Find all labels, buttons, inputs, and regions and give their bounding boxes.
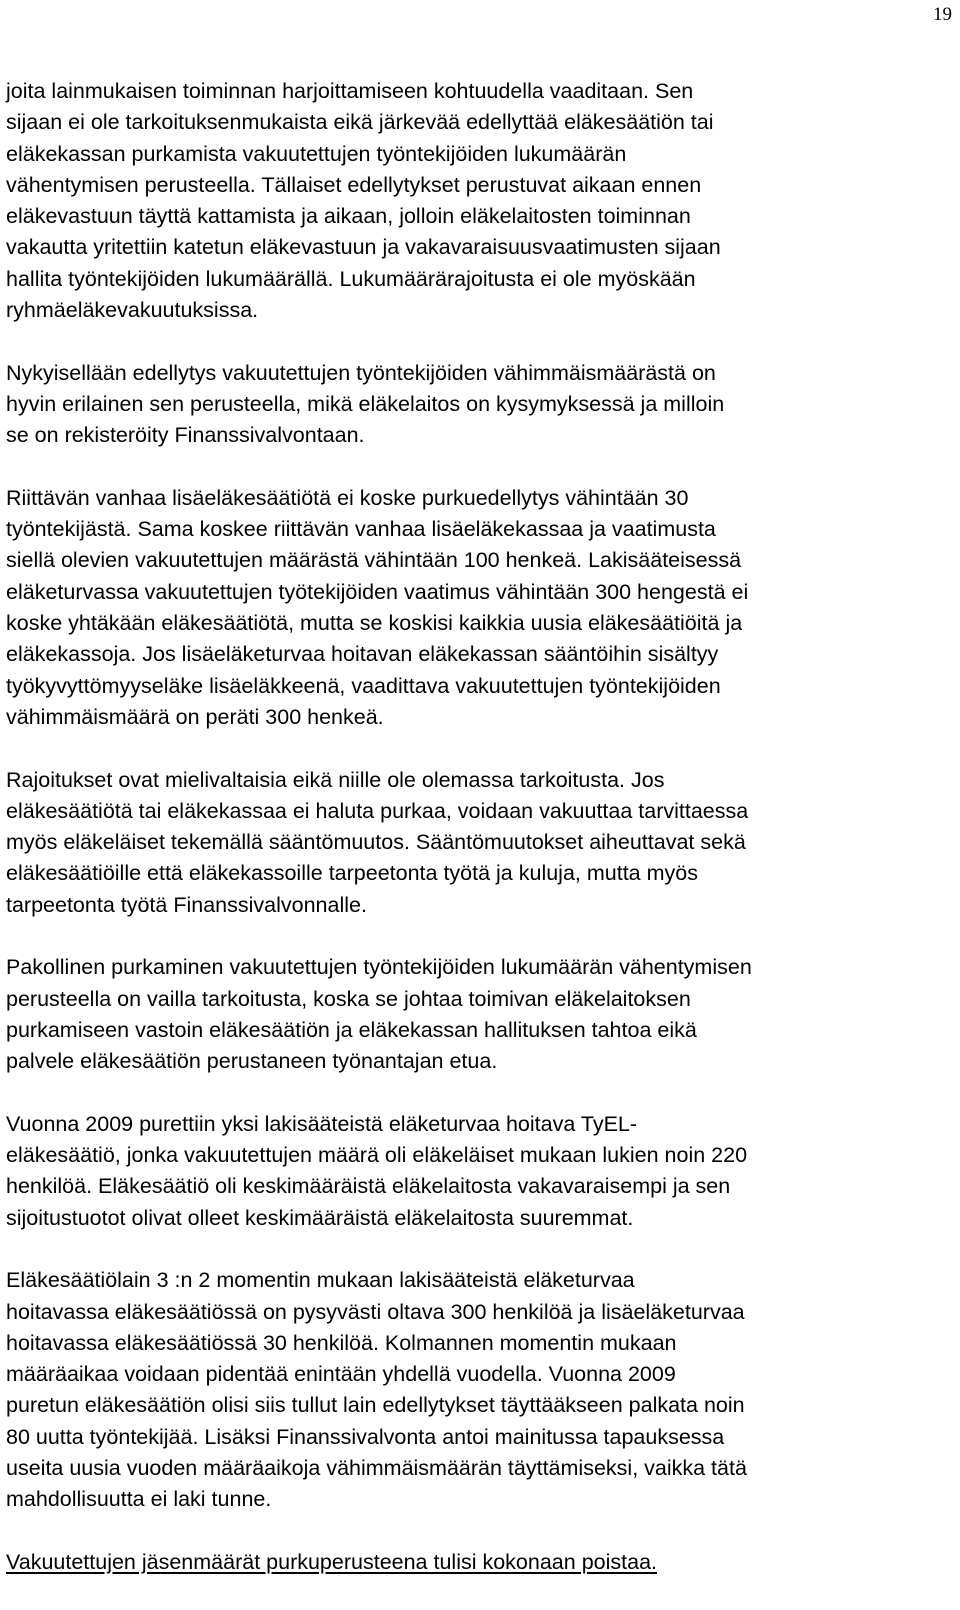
text-line: joita lainmukaisen toiminnan harjoittamiseen kohtuudella vaaditaan. Sen [6,79,694,103]
text-line: puretun eläkesäätiön olisi siis tullut lain edellytykset täyttääkseen palkata noin [6,1393,745,1418]
text-line: Rajoitukset ovat mielivaltaisia eikä niille ole olemassa tarkoitusta. Jos [6,767,665,792]
text-line: Riittävän vanhaa lisäeläkesäätiötä ei koske purkuedellytys vähintään 30 [6,485,689,510]
page-number: 19 [933,4,952,25]
text-line: Nykyisellään edellytys vakuutettujen työntekijöiden vähimmäismäärästä on [6,360,716,385]
text-line: hallita työntekijöiden lukumäärällä. Lukumäärärajoitusta ei ole myöskään [6,266,696,291]
text-line: Pakollinen purkaminen vakuutettujen työntekijöiden lukumäärän vähentymisen [6,955,752,980]
text-line: purkamiseen vastoin eläkesäätiön ja eläkekassan hallituksen tahtoa eikä [6,1017,697,1042]
text-line: hoitavassa eläkesäätiössä on pysyvästi oltava 300 henkilöä ja lisäeläketurvaa [6,1299,745,1324]
text-line: eläkekassoja. Jos lisäeläketurvaa hoitavan eläkekassan sääntöihin sisältyy [6,642,719,667]
text-line: sijaan ei ole tarkoituksenmukaista eikä järkevää edellyttää eläkesäätiön tai [6,110,714,135]
section-heading: Vakuutettujen jäsenmäärät purkuperusteena tulisi kokonaan poistaa. [6,1549,657,1574]
paragraph-6 [6,1109,952,1234]
text-line: eläkesäätiötä tai eläkekassaa ei haluta purkaa, voidaan vakuuttaa tarvittaessa [6,798,749,823]
text-line: eläkekassan purkamista vakuutettujen työntekijöiden lukumäärän [6,141,627,166]
document-body [6,76,952,1610]
text-line: eläkevastuun täyttä kattamista ja aikaan, jolloin eläkelaitosten toiminnan [6,204,691,229]
text-line: vakautta yritettiin katetun eläkevastuun ja vakavaraisuusvaatimusten sijaan [6,235,721,260]
text-line: vähimmäismäärä on peräti 300 henkeä. [6,704,384,729]
paragraph-4 [6,765,952,921]
text-line: eläketurvassa vakuutettujen työtekijöiden vaatimus vähintään 300 hengestä ei [6,579,749,604]
text-line: hoitavassa eläkesäätiössä 30 henkilöä. Kolmannen momentin mukaan [6,1330,677,1355]
text-line: mahdollisuutta ei laki tunne. [6,1487,272,1512]
text-line: Eläkesäätiölain 3 :n 2 momentin mukaan lakisääteistä eläketurvaa [6,1268,635,1293]
text-line: siellä olevien vakuutettujen määrästä vähintään 100 henkeä. Lakisääteisessä [6,548,742,573]
paragraph-7 [6,1265,952,1515]
paragraph-2 [6,358,952,452]
text-line: perusteella on vailla tarkoitusta, koska se johtaa toimivan eläkelaitoksen [6,986,691,1011]
paragraph-3 [6,483,952,733]
section-heading-block [6,1547,952,1578]
text-line: ryhmäeläkevakuutuksissa. [6,298,259,323]
text-line: eläkesäätiö, jonka vakuutettujen määrä oli eläkeläiset mukaan lukien noin 220 [6,1143,748,1168]
text-line: koske yhtäkään eläkesäätiötä, mutta se koskisi kaikkia uusia eläkesäätiöitä ja [6,611,743,636]
text-line: tarpeetonta työtä Finanssivalvonnalle. [6,892,367,917]
text-line: vähentymisen perusteella. Tällaiset edellytykset perustuvat aikaan ennen [6,172,702,197]
text-line: se on rekisteröity Finanssivalvontaan. [6,423,365,448]
text-line: hyvin erilainen sen perusteella, mikä eläkelaitos on kysymyksessä ja milloin [6,391,725,416]
text-line: eläkesäätiöille että eläkekassoille tarpeetonta työtä ja kuluja, mutta myös [6,861,698,886]
text-line: määräaikaa voidaan pidentää enintään yhdellä vuodella. Vuonna 2009 [6,1362,676,1387]
text-line: sijoitustuotot olivat olleet keskimääräistä eläkelaitosta suuremmat. [6,1205,634,1230]
text-line: 80 uutta työntekijää. Lisäksi Finanssivalvonta antoi mainitussa tapauksessa [6,1424,725,1449]
paragraph-5 [6,952,952,1077]
text-line: työntekijästä. Sama koskee riittävän vanhaa lisäeläkekassaa ja vaatimusta [6,517,716,542]
paragraph-1 [6,76,952,326]
text-line: työkyvyttömyyseläke lisäeläkkeenä, vaadittava vakuutettujen työntekijöiden [6,673,721,698]
text-line: myös eläkeläiset tekemällä sääntömuutos. Sääntömuutokset aiheuttavat sekä [6,830,746,855]
text-line: useita uusia vuoden määräaikoja vähimmäismäärän täyttämiseksi, vaikka tätä [6,1456,747,1481]
text-line: henkilöä. Eläkesäätiö oli keskimääräistä eläkelaitosta vakavaraisempi ja sen [6,1174,731,1199]
text-line: Vuonna 2009 purettiin yksi lakisääteistä eläketurvaa hoitava TyEL- [6,1111,638,1136]
text-line: palvele eläkesäätiön perustaneen työnantajan etua. [6,1049,498,1074]
